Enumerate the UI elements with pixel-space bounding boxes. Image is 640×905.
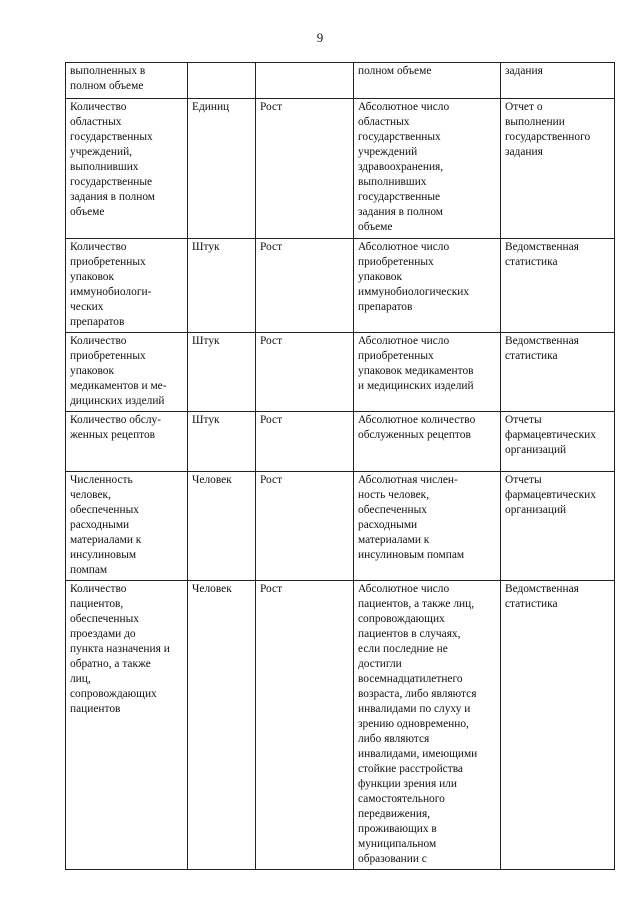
- method-text: муниципальном: [358, 838, 437, 850]
- indicator-text: областных: [70, 116, 122, 128]
- indicator-text: Количество обслу-: [70, 414, 162, 426]
- method-cell: [354, 412, 501, 472]
- table-row: [66, 412, 615, 472]
- method-cell: [354, 63, 501, 99]
- source-cell: [501, 472, 615, 581]
- indicator-text: женных рецептов: [70, 429, 156, 441]
- indicator-text: сопровождающих: [70, 688, 157, 700]
- method-text: возраста, либо являются: [358, 688, 477, 700]
- indicator-text: обеспеченных: [70, 504, 139, 516]
- indicator-cell: [66, 412, 188, 472]
- method-text: полном объеме: [358, 65, 432, 77]
- unit-text: Единиц: [192, 101, 230, 113]
- indicator-text: Количество: [70, 335, 127, 347]
- method-text: Абсолютное количество: [358, 414, 476, 426]
- trend-cell: [256, 63, 354, 99]
- source-text: фармацевтических: [505, 429, 596, 441]
- indicator-text: упаковок: [70, 271, 115, 283]
- indicator-text: помпам: [70, 564, 108, 576]
- method-text: препаратов: [358, 301, 413, 313]
- indicator-text: Количество: [70, 101, 127, 113]
- method-text: сопровождающих: [358, 613, 445, 625]
- method-text: Абсолютное число: [358, 583, 450, 595]
- indicator-text: выполнивших: [70, 161, 139, 173]
- source-text: Ведомственная: [505, 335, 579, 347]
- unit-text: Человек: [192, 583, 232, 595]
- method-text: либо являются: [358, 733, 430, 745]
- indicator-text: инсулиновым: [70, 549, 137, 561]
- method-text: пациентов, а также лиц,: [358, 598, 475, 610]
- method-cell: [354, 472, 501, 581]
- indicator-text: Количество: [70, 241, 127, 253]
- source-cell: [501, 239, 615, 333]
- method-text: обеспеченных: [358, 504, 427, 516]
- indicator-cell: [66, 581, 188, 870]
- indicator-text: Количество: [70, 583, 127, 595]
- method-cell: [354, 333, 501, 412]
- method-text: функции зрения или: [358, 778, 457, 790]
- source-text: Отчеты: [505, 414, 542, 426]
- indicator-text: задания в полном: [70, 191, 156, 203]
- source-text: фармацевтических: [505, 489, 596, 501]
- table-row: [66, 581, 615, 870]
- indicator-cell: [66, 99, 188, 239]
- unit-cell: [188, 239, 256, 333]
- method-text: Абсолютное число: [358, 241, 450, 253]
- trend-cell: [256, 472, 354, 581]
- unit-text: Штук: [192, 241, 220, 253]
- method-text: учреждений: [358, 146, 418, 158]
- method-text: расходными: [358, 519, 418, 531]
- indicator-cell: [66, 472, 188, 581]
- method-text: инвалидами, имеющими: [358, 748, 478, 760]
- method-text: Абсолютное число: [358, 335, 450, 347]
- method-text: Абсолютное число: [358, 101, 450, 113]
- source-cell: [501, 63, 615, 99]
- method-text: если последние не: [358, 643, 448, 655]
- indicator-cell: [66, 63, 188, 99]
- method-text: приобретенных: [358, 350, 434, 362]
- trend-cell: [256, 412, 354, 472]
- unit-cell: [188, 472, 256, 581]
- method-text: инвалидами по слуху и: [358, 703, 471, 715]
- indicator-text: дицинских изделий: [70, 395, 165, 407]
- unit-text: Штук: [192, 335, 220, 347]
- source-text: Отчеты: [505, 474, 542, 486]
- indicator-cell: [66, 333, 188, 412]
- method-text: материалами к: [358, 534, 430, 546]
- method-text: зрению одновременно,: [358, 718, 469, 730]
- source-text: статистика: [505, 350, 558, 362]
- indicator-text: обратно, а также: [70, 658, 151, 670]
- trend-cell: [256, 239, 354, 333]
- method-text: восемнадцатилетнего: [358, 673, 463, 685]
- method-text: объеме: [358, 221, 393, 233]
- trend-text: Рост: [260, 335, 283, 347]
- unit-text: Штук: [192, 414, 220, 426]
- indicator-text: приобретенных: [70, 350, 146, 362]
- trend-text: Рост: [260, 101, 283, 113]
- indicators-table: [65, 62, 615, 870]
- trend-text: Рост: [260, 474, 283, 486]
- method-cell: [354, 581, 501, 870]
- indicator-text: государственных: [70, 131, 153, 143]
- source-cell: [501, 412, 615, 472]
- indicator-cell: [66, 239, 188, 333]
- source-text: задания: [505, 65, 543, 77]
- method-text: Абсолютная числен-: [358, 474, 458, 486]
- trend-text: Рост: [260, 414, 283, 426]
- indicator-text: упаковок: [70, 365, 115, 377]
- source-cell: [501, 99, 615, 239]
- method-text: упаковок: [358, 271, 403, 283]
- method-text: стойкие расстройства: [358, 763, 463, 775]
- method-text: ность человек,: [358, 489, 430, 501]
- source-text: выполнении: [505, 116, 565, 128]
- method-text: государственные: [358, 191, 441, 203]
- trend-cell: [256, 333, 354, 412]
- indicator-text: пациентов,: [70, 598, 124, 610]
- indicator-text: медикаментов и ме-: [70, 380, 167, 392]
- method-text: образовании с: [358, 853, 427, 865]
- indicator-text: ческих: [70, 301, 104, 313]
- table-body: [66, 63, 615, 870]
- method-text: задания в полном: [358, 206, 444, 218]
- method-text: и медицинских изделий: [358, 380, 474, 392]
- indicator-text: полном объеме: [70, 80, 144, 92]
- indicator-text: пункта назначения и: [70, 643, 170, 655]
- method-text: здравоохранения,: [358, 161, 444, 173]
- indicator-text: обеспеченных: [70, 613, 139, 625]
- unit-cell: [188, 333, 256, 412]
- method-text: выполнивших: [358, 176, 427, 188]
- table-row: [66, 99, 615, 239]
- indicator-text: объеме: [70, 206, 105, 218]
- unit-cell: [188, 99, 256, 239]
- method-text: пациентов в случаях,: [358, 628, 461, 640]
- trend-cell: [256, 99, 354, 239]
- method-text: инсулиновым помпам: [358, 549, 465, 561]
- indicator-text: человек,: [70, 489, 111, 501]
- source-text: статистика: [505, 598, 558, 610]
- method-text: обслуженных рецептов: [358, 429, 471, 441]
- table-row: [66, 239, 615, 333]
- source-text: организаций: [505, 444, 567, 456]
- trend-text: Рост: [260, 241, 283, 253]
- method-text: достигли: [358, 658, 402, 670]
- method-text: государственных: [358, 131, 441, 143]
- table-row: [66, 63, 615, 99]
- indicator-text: проездами до: [70, 628, 136, 640]
- source-cell: [501, 333, 615, 412]
- indicator-text: материалами к: [70, 534, 142, 546]
- method-text: приобретенных: [358, 256, 434, 268]
- source-text: Ведомственная: [505, 583, 579, 595]
- method-cell: [354, 99, 501, 239]
- unit-cell: [188, 412, 256, 472]
- method-text: упаковок медикаментов: [358, 365, 474, 377]
- unit-cell: [188, 581, 256, 870]
- trend-cell: [256, 581, 354, 870]
- indicator-text: расходными: [70, 519, 130, 531]
- indicator-text: пациентов: [70, 703, 121, 715]
- method-text: иммунобиологических: [358, 286, 470, 298]
- method-text: областных: [358, 116, 410, 128]
- method-text: самостоятельного: [358, 793, 445, 805]
- source-cell: [501, 581, 615, 870]
- source-text: организаций: [505, 504, 567, 516]
- unit-text: Человек: [192, 474, 232, 486]
- indicator-text: лиц,: [70, 673, 91, 685]
- method-text: передвижения,: [358, 808, 431, 820]
- source-text: задания: [505, 146, 543, 158]
- indicator-text: препаратов: [70, 316, 125, 328]
- page-number: 9: [316, 30, 324, 45]
- indicator-text: государственные: [70, 176, 153, 188]
- source-text: государственного: [505, 131, 591, 143]
- method-cell: [354, 239, 501, 333]
- source-text: Ведомственная: [505, 241, 579, 253]
- indicator-text: Численность: [70, 474, 133, 486]
- source-text: Отчет о: [505, 101, 543, 113]
- indicator-text: учреждений,: [70, 146, 133, 158]
- indicator-text: приобретенных: [70, 256, 146, 268]
- trend-text: Рост: [260, 583, 283, 595]
- source-text: статистика: [505, 256, 558, 268]
- indicator-text: иммунобиологи-: [70, 286, 152, 298]
- table-row: [66, 333, 615, 412]
- method-text: проживающих в: [358, 823, 437, 835]
- indicator-text: выполненных в: [70, 65, 146, 77]
- table-row: [66, 472, 615, 581]
- unit-cell: [188, 63, 256, 99]
